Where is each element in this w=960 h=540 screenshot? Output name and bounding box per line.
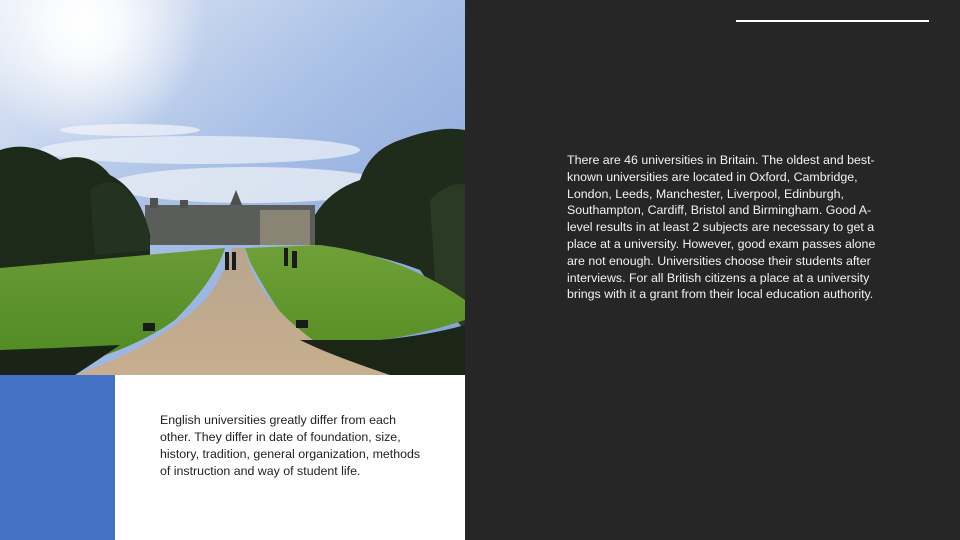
right-paragraph: There are 46 universities in Britain. The oldest and best-known universities are located in Oxford, Cambridge, London, Leeds, Manchester, Liverpool, Edinburgh, Southampton, Cardiff, Bristol and Birmingham. Good A-level results in at least 2 subjects are necessary to get a place at a university. However, good exam passes alone are not enough. Universities choose their students after interviews. For all British citizens a place at a university brings with it a grant from their local education authority. xyxy=(567,153,876,302)
campus-photo xyxy=(0,0,465,375)
bottom-paragraph: English universities greatly differ from each other. They differ in date of foundation, size, history, tradition, general organization, methods of instruction and way of student life. xyxy=(160,413,421,478)
top-right-rule xyxy=(736,20,929,22)
accent-block xyxy=(0,375,115,540)
bottom-text-panel xyxy=(115,375,465,540)
